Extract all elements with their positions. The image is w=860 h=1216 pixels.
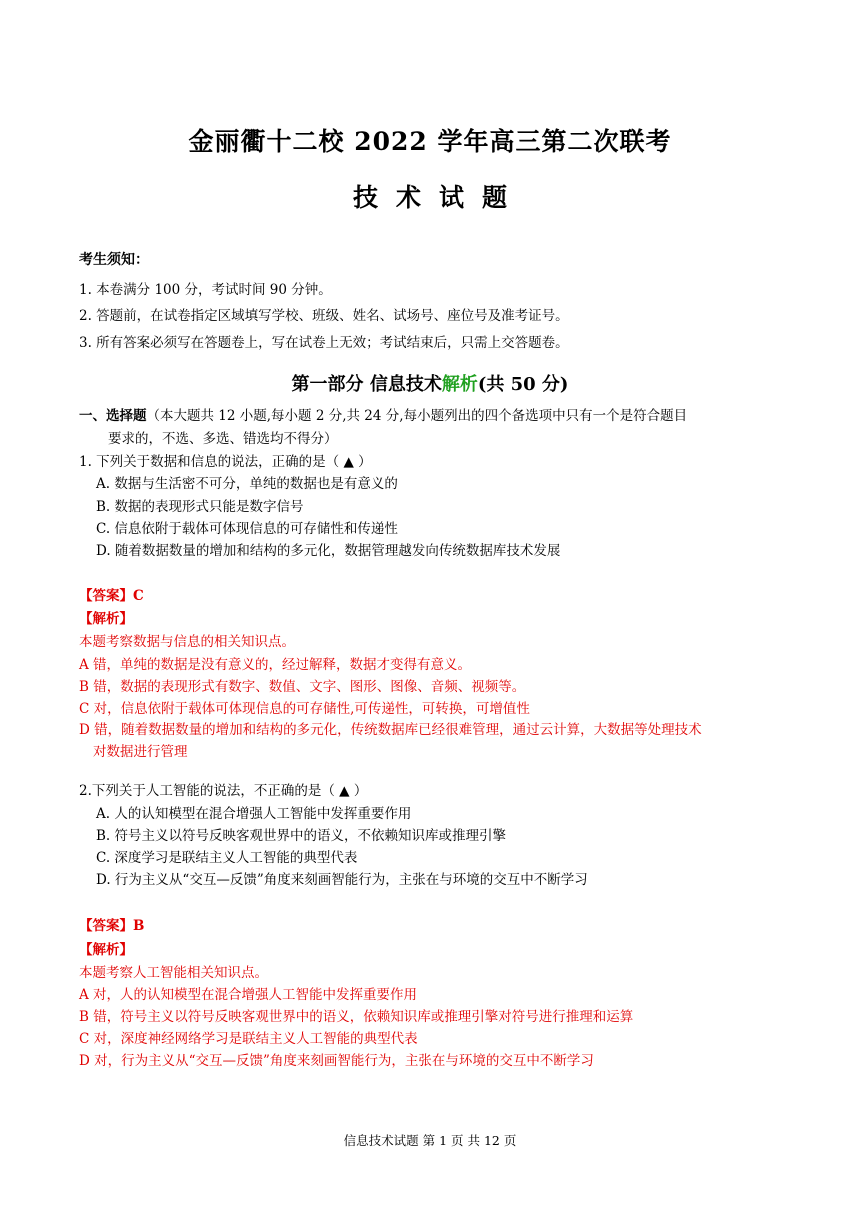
question-option: D. 行为主义从“交互—反馈”角度来刻画智能行为，主张在与环境的交互中不断学习 [96,872,588,888]
analysis-label: 【解析】 [79,611,133,627]
analysis-line: C 对，深度神经网络学习是联结主义人工智能的典型代表 [79,1031,418,1047]
notice-item: 1. 本卷满分 100 分，考试时间 90 分钟。 [79,282,332,298]
question-option: A. 数据与生活密不可分，单纯的数据也是有意义的 [96,476,398,492]
answer-line [79,914,144,934]
analysis-line: 对数据进行管理 [93,744,188,760]
question-option: D. 随着数据数量的增加和结构的多元化，数据管理越发向传统数据库技术发展 [96,543,561,559]
analysis-label: 【解析】 [79,942,133,958]
question-option: B. 数据的表现形式只能是数字信号 [96,499,304,515]
question-stem: 1. 下列关于数据和信息的说法，正确的是（ ▲ ） [79,454,372,470]
question-option: A. 人的认知模型在混合增强人工智能中发挥重要作用 [96,806,412,822]
question-option: C. 信息依附于载体可体现信息的可存储性和传递性 [96,521,398,537]
notice-item: 2. 答题前，在试卷指定区域填写学校、班级、姓名、试场号、座位号及准考证号。 [79,308,569,324]
section-highlight: 解析 [441,374,478,395]
section-suffix: (共 50 分) [477,374,569,395]
analysis-line: B 错，数据的表现形式有数字、数值、文字、图形、图像、音频、视频等。 [79,679,526,695]
notice-item: 3. 所有答案必须写在答题卷上，写在试卷上无效；考试结束后，只需上交答题卷。 [79,335,569,351]
section-heading [0,370,860,396]
analysis-line: 本题考察人工智能相关知识点。 [79,965,268,981]
page-subtitle: 技术试题 [352,183,525,212]
section-prefix: 第一部分 信息技术 [291,374,442,395]
answer-line [79,584,144,604]
analysis-line: 本题考察数据与信息的相关知识点。 [79,634,295,650]
page-title: 金丽衢十二校 2022 学年高三第二次联考 [188,127,672,156]
analysis-line: A 错，单纯的数据是没有意义的，经过解释，数据才变得有意义。 [79,657,472,673]
page-footer: 信息技术试题 第 1 页 共 12 页 [343,1133,517,1148]
analysis-line: D 对，行为主义从“交互—反馈”角度来刻画智能行为，主张在与环境的交互中不断学习 [79,1053,594,1069]
question-option: B. 符号主义以符号反映客观世界中的语义，不依赖知识库或推理引擎 [96,828,507,844]
analysis-line: D 错，随着数据数量的增加和结构的多元化，传统数据库已经很难管理，通过云计算，大数据等处理技术 [79,722,702,738]
analysis-line: B 错，符号主义以符号反映客观世界中的语义，依赖知识库或推理引擎对符号进行推理和运算 [79,1009,634,1025]
answer-value: B [133,918,145,934]
answer-label: 【答案】 [79,918,133,934]
question-stem: 2.下列关于人工智能的说法，不正确的是（ ▲ ） [79,783,368,799]
question-option: C. 深度学习是联结主义人工智能的典型代表 [96,850,358,866]
part-intro-text: （本大题共 12 小题,每小题 2 分,共 24 分,每小题列出的四个备选项中只有一个是符合题目 [146,408,688,424]
analysis-line: C 对，信息依附于载体可体现信息的可存储性,可传递性，可转换，可增值性 [79,701,530,717]
part-intro [79,404,687,424]
notice-heading: 考生须知： [79,252,149,268]
answer-value: C [133,588,144,604]
analysis-line: A 对，人的认知模型在混合增强人工智能中发挥重要作用 [79,987,418,1003]
answer-label: 【答案】 [79,588,133,604]
part-intro-text-2: 要求的，不选、多选、错选均不得分） [108,431,338,447]
part-label: 一、选择题 [79,408,147,424]
